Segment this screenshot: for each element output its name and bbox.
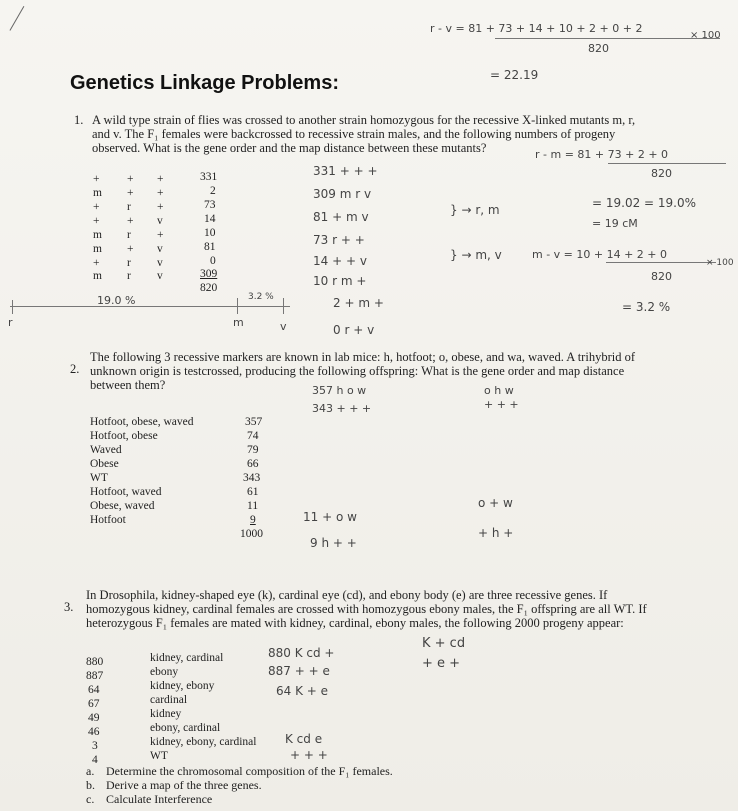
- q1-gene-2: r: [127, 229, 131, 241]
- hw-q1-list-item: 0 r + v: [333, 323, 375, 337]
- q1-gene-1: +: [93, 215, 100, 227]
- q1-gene-1: +: [93, 257, 100, 269]
- q3-subpart-text: Calculate Interference: [106, 792, 213, 806]
- q2-label: Obese, waved: [90, 500, 155, 512]
- q2-label: Waved: [90, 444, 122, 456]
- q1-gene-3: +: [157, 173, 164, 185]
- hw-q2-top1: 357 h o w: [312, 384, 367, 397]
- map-tick-right: [283, 298, 284, 314]
- hw-q2-top2: 343 + + +: [312, 402, 372, 415]
- hw-q1-list-item: 73 r + +: [313, 233, 365, 247]
- q3-count: 880: [86, 656, 104, 668]
- q2-label: Obese: [90, 458, 119, 470]
- map-gene-m: m: [233, 316, 244, 329]
- hw-top-denominator: 820: [588, 42, 609, 55]
- q1-count: 309: [200, 268, 218, 280]
- hw-q2-top4: + + +: [484, 398, 519, 411]
- hw-q3-a: 880 K cd +: [268, 646, 335, 660]
- q3-count: 46: [88, 726, 100, 738]
- hw-top-result: = 22.19: [490, 68, 539, 82]
- q2-count: 79: [247, 444, 259, 456]
- page-title: Genetics Linkage Problems:: [70, 72, 339, 94]
- map-tick-mid: [237, 298, 238, 314]
- q3-label: kidney, cardinal: [150, 652, 224, 664]
- q3-text-line: homozygous kidney, cardinal females are crossed with homozygous ebony males, the F₁ offspring are all WT. If: [86, 602, 647, 616]
- q2-text-line: The following 3 recessive markers are known in lab mice: h, hotfoot; o, obese, and wa, waved. A trihybrid of: [90, 350, 635, 364]
- q1-gene-2: r: [127, 257, 131, 269]
- hw-rm-fraction-bar: [608, 163, 726, 164]
- hw-rm-result-cm: = 19 cM: [592, 217, 638, 230]
- q1-text-line: and v. The F₁ females were backcrossed to recessive strain males, and the following numbers of progeny: [92, 127, 616, 141]
- q1-gene-2: +: [127, 243, 134, 255]
- q3-subpart-letter: c.: [86, 792, 95, 806]
- q1-count: 10: [204, 227, 216, 239]
- q1-gene-3: v: [157, 270, 163, 282]
- hw-q2-bot4: + h +: [478, 526, 514, 540]
- hw-q2-bot1: 11 + o w: [303, 510, 357, 524]
- q2-count: 9: [250, 514, 256, 526]
- hw-top-fraction-bar: [495, 38, 720, 39]
- hw-q1-list-item: 14 + + v: [313, 254, 367, 268]
- q1-gene-3: v: [157, 215, 163, 227]
- hw-q3-e: + e +: [422, 656, 461, 671]
- q3-subpart-letter: a.: [86, 764, 95, 778]
- map-gene-v: v: [280, 320, 287, 333]
- q1-count: 0: [210, 255, 216, 267]
- q2-label: WT: [90, 472, 108, 484]
- map-tick-left: [12, 300, 13, 314]
- q1-gene-1: m: [93, 270, 102, 282]
- q3-count: 887: [86, 670, 104, 682]
- q2-text: [90, 350, 730, 392]
- map-distance-left: 19.0 %: [97, 294, 136, 307]
- hw-q1-list-item: 10 r m +: [313, 274, 367, 288]
- hw-q3-g: + + +: [290, 748, 328, 762]
- q2-label: Hotfoot, obese, waved: [90, 416, 194, 428]
- map-gene-r: r: [8, 316, 13, 329]
- hw-q3-c: 64 K + e: [276, 684, 329, 698]
- q1-gene-3: v: [157, 243, 163, 255]
- q3-count: 64: [88, 684, 100, 696]
- q1-gene-1: m: [93, 243, 102, 255]
- q3-subpart-letter: b.: [86, 778, 95, 792]
- q2-text-line: between them?: [90, 378, 166, 392]
- q1-gene-3: v: [157, 257, 163, 269]
- q3-label: cardinal: [150, 694, 188, 706]
- q1-gene-2: +: [127, 215, 134, 227]
- q1-text-line: A wild type strain of flies was crossed to another strain homozygous for the recessive X-linked mutants m, r,: [92, 113, 636, 127]
- q1-total: 820: [200, 282, 218, 294]
- hw-top-multiplier: × 100: [690, 30, 721, 41]
- q3-text: [86, 588, 736, 630]
- q3-subpart-text: Determine the chromosomal composition of the F₁ females.: [106, 764, 393, 778]
- q3-count: 4: [92, 754, 98, 766]
- q3-label: ebony: [150, 666, 179, 678]
- q3-count: 49: [88, 712, 100, 724]
- map-line: [10, 306, 290, 307]
- hw-mv-denominator: 820: [651, 270, 672, 283]
- q3-label: kidney, ebony, cardinal: [150, 736, 257, 748]
- hw-mv-result: = 3.2 %: [622, 300, 671, 314]
- q3-label: WT: [150, 750, 168, 762]
- q2-count: 61: [247, 486, 259, 498]
- q1-gene-1: +: [93, 201, 100, 213]
- q1-count: 331: [200, 171, 218, 183]
- hw-q1-brace-rm: } → r, m: [450, 203, 500, 217]
- q2-label: Hotfoot, waved: [90, 486, 162, 498]
- hw-q3-b: 887 + + e: [268, 664, 330, 678]
- q1-number: 1.: [74, 113, 84, 127]
- q3-label: kidney, ebony: [150, 680, 215, 692]
- hw-q1-list-item: 81 + m v: [313, 210, 369, 224]
- pen-mark: [9, 6, 24, 31]
- q1-gene-2: r: [127, 270, 131, 282]
- q3-count: 3: [92, 740, 98, 752]
- q1-gene-2: +: [127, 173, 134, 185]
- hw-q1-list-item: 331 + + +: [313, 164, 378, 178]
- q1-count: 73: [204, 199, 216, 211]
- hw-q2-bot3: o + w: [478, 496, 513, 510]
- hw-q1-list-item: 2 + m +: [333, 296, 384, 310]
- q1-gene-2: r: [127, 201, 131, 213]
- hw-rm-equation: r - m = 81 + 73 + 2 + 0: [535, 148, 669, 161]
- q2-count: 74: [247, 430, 259, 442]
- q1-gene-1: m: [93, 229, 102, 241]
- q3-label: kidney: [150, 708, 182, 720]
- q3-label: ebony, cardinal: [150, 722, 221, 734]
- q1-gene-3: +: [157, 201, 164, 213]
- q1-count: 81: [204, 241, 216, 253]
- q3-number: 3.: [64, 600, 74, 614]
- q1-text-line: observed. What is the gene order and the map distance between these mutants?: [92, 141, 487, 155]
- q1-gene-3: +: [157, 187, 164, 199]
- q2-total: 1000: [240, 528, 263, 540]
- q2-number: 2.: [70, 362, 80, 376]
- hw-rm-result: = 19.02 = 19.0%: [592, 196, 697, 210]
- q1-gene-3: +: [157, 229, 164, 241]
- q2-label: Hotfoot, obese: [90, 430, 158, 442]
- hw-q2-bot2: 9 h + +: [310, 536, 357, 550]
- q2-count: 343: [243, 472, 261, 484]
- q1-gene-2: +: [127, 187, 134, 199]
- q2-label: Hotfoot: [90, 514, 126, 526]
- map-distance-right: 3.2 %: [248, 292, 274, 302]
- hw-mv-multiplier: × 100: [706, 258, 734, 268]
- q1-gene-1: m: [93, 187, 102, 199]
- q1-count: 14: [204, 213, 216, 225]
- hw-rm-denominator: 820: [651, 167, 672, 180]
- q2-count: 357: [245, 416, 263, 428]
- hw-q1-brace-mv: } → m, v: [450, 248, 502, 262]
- hw-top-equation: r - v = 81 + 73 + 14 + 10 + 2 + 0 + 2: [430, 22, 643, 35]
- q2-text-line: unknown origin is testcrossed, producing the following offspring: What is the gene order and map distance: [90, 364, 625, 378]
- hw-q3-f: K cd e: [285, 732, 323, 746]
- hw-q2-top3: o h w: [484, 384, 514, 397]
- q3-text-line: In Drosophila, kidney-shaped eye (k), cardinal eye (cd), and ebony body (e) are three recessive genes. If: [86, 588, 608, 602]
- q2-count: 11: [247, 500, 259, 512]
- q1-count: 2: [210, 185, 216, 197]
- hw-mv-fraction-bar: [606, 262, 716, 263]
- q3-count: 67: [88, 698, 100, 710]
- hw-mv-equation: m - v = 10 + 14 + 2 + 0: [532, 248, 668, 261]
- q1-gene-1: +: [93, 173, 100, 185]
- hw-q3-d: K + cd: [422, 636, 466, 651]
- q3-subpart-text: Derive a map of the three genes.: [106, 778, 262, 792]
- hw-q1-list-item: 309 m r v: [313, 187, 372, 201]
- q2-count: 66: [247, 458, 259, 470]
- q3-text-line: heterozygous F₁ females are mated with kidney, cardinal, ebony males, the following 2000 progeny appear:: [86, 616, 624, 630]
